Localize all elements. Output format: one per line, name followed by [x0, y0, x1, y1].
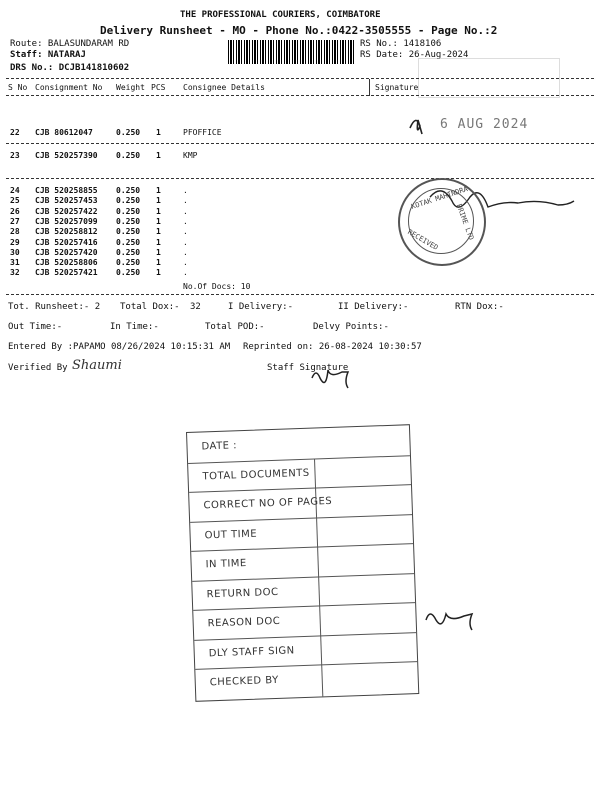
route: Route: BALASUNDARAM RD [10, 39, 130, 49]
row-weight: 0.250 [116, 216, 141, 226]
row-cno: CJB 520257099 [35, 216, 98, 226]
runsheet-title: Delivery Runsheet - MO - Phone No.:0422-3505555 - Page No.:2 [100, 24, 498, 37]
row-sno: 22 [10, 128, 20, 137]
row-weight: 0.250 [116, 151, 141, 160]
round-stamp [398, 178, 486, 266]
tot-runsheet: Tot. Runsheet:- 2 [8, 302, 101, 312]
row-sno: 26 [10, 206, 20, 216]
row-pcs: 1 [156, 237, 161, 247]
in-time: In Time:- [110, 322, 159, 332]
row-pcs: 1 [156, 227, 161, 237]
row-consignee: . [183, 258, 188, 268]
verified-by: Verified By [8, 363, 68, 373]
row-sno: 23 [10, 151, 20, 160]
row-weight: 0.250 [116, 186, 141, 195]
row-consignee: PFOFFICE [183, 128, 222, 137]
row-consignee: . [183, 237, 188, 247]
row-consignee: . [183, 227, 188, 237]
checklist-label: RETURN DOC [206, 586, 279, 600]
row-cno: CJB 520257421 [35, 268, 98, 278]
out-time: Out Time:- [8, 322, 63, 332]
staff-signature-label: Staff Signature [267, 363, 349, 373]
row-sno: 28 [10, 227, 20, 237]
total-dox-value: 32 [190, 302, 201, 312]
total-pod: Total POD:- [205, 322, 265, 332]
row-weight: 0.250 [116, 128, 141, 137]
checklist-label: TOTAL DOCUMENTS [202, 467, 310, 482]
round-stamp-right: PRIME LTD [454, 202, 476, 242]
row-consignee: . [183, 196, 188, 206]
round-stamp-top: KOTAK MAHINDRA [410, 185, 469, 211]
row-weight: 0.250 [116, 227, 141, 237]
row-pcs: 1 [156, 268, 161, 278]
row-pcs: 1 [156, 186, 161, 195]
row-consignee: . [183, 186, 188, 195]
col-consignee: Consignee Details [183, 83, 265, 92]
verified-signature: Shaumi [72, 358, 122, 373]
col-consignment: Consignment No [35, 83, 103, 92]
company-name: THE PROFESSIONAL COURIERS, COIMBATORE [180, 10, 381, 20]
checklist-label: DATE : [201, 440, 238, 453]
row-weight: 0.250 [116, 258, 141, 268]
row-cno: CJB 520257390 [35, 151, 98, 160]
row-cno: CJB 520258812 [35, 227, 98, 237]
row-cno: CJB 520258855 [35, 186, 98, 195]
checklist-label: CHECKED BY [209, 674, 279, 689]
row-pcs: 1 [156, 247, 161, 257]
row-weight: 0.250 [116, 237, 141, 247]
row-pcs: 1 [156, 128, 161, 137]
row-cno: CJB 520257422 [35, 206, 98, 216]
row-sno: 31 [10, 258, 20, 268]
row-consignee: . [183, 247, 188, 257]
date-stamp: 6 AUG 2024 [440, 117, 529, 132]
row-sno: 25 [10, 196, 20, 206]
rs-date: RS Date: 26-Aug-2024 [360, 50, 469, 60]
row-sno: 24 [10, 186, 20, 195]
row-weight: 0.250 [116, 206, 141, 216]
no-of-docs: No.Of Docs: 10 [183, 282, 251, 291]
drs-number: DRS No.: DCJB141810602 [10, 63, 130, 73]
rtn-dox: RTN Dox:- [455, 302, 504, 312]
row-consignee: . [183, 268, 188, 278]
row-sno: 32 [10, 268, 20, 278]
col-pcs: PCS [151, 83, 166, 92]
entered-by: Entered By :PAPAMO 08/26/2024 10:15:31 AM [8, 342, 231, 352]
checklist-label: REASON DOC [207, 615, 281, 630]
checklist-label: OUT TIME [204, 528, 258, 541]
row-cno: CJB 520257416 [35, 237, 98, 247]
col-sno: S No [8, 83, 28, 92]
row-consignee: . [183, 216, 188, 226]
round-stamp-bottom: RECEIVED [406, 228, 440, 252]
checklist-label: DLY STAFF SIGN [208, 644, 295, 659]
row-cno: CJB 520257453 [35, 196, 98, 206]
row-pcs: 1 [156, 258, 161, 268]
row-sno: 30 [10, 247, 20, 257]
col-signature: Signature [375, 83, 419, 92]
row-pcs: 1 [156, 216, 161, 226]
row-weight: 0.250 [116, 247, 141, 257]
delvy-points: Delvy Points:- [313, 322, 389, 332]
i-delivery: I Delivery:- [228, 302, 294, 312]
row-cno: CJB 520257420 [35, 247, 98, 257]
checklist-label: IN TIME [205, 557, 247, 571]
row-pcs: 1 [156, 151, 161, 160]
checklist-label: CORRECT NO OF PAGES [203, 495, 333, 512]
row-cno: CJB 80612047 [35, 128, 93, 137]
reprinted-on: Reprinted on: 26-08-2024 10:30:57 [243, 342, 422, 352]
rs-number: RS No.: 1418106 [360, 39, 442, 49]
row-weight: 0.250 [116, 268, 141, 278]
staff: Staff: NATARAJ [10, 50, 86, 60]
col-weight: Weight [116, 83, 145, 92]
row-weight: 0.250 [116, 196, 141, 206]
row-cno: CJB 520258806 [35, 258, 98, 268]
row-sno: 27 [10, 216, 20, 226]
total-dox-label: Total Dox:- [120, 302, 180, 312]
row-pcs: 1 [156, 206, 161, 216]
row-sno: 29 [10, 237, 20, 247]
row-consignee: . [183, 206, 188, 216]
ii-delivery: II Delivery:- [338, 302, 409, 312]
row-consignee: KMP [183, 151, 198, 160]
checklist-stamp [186, 424, 419, 702]
row-pcs: 1 [156, 196, 161, 206]
